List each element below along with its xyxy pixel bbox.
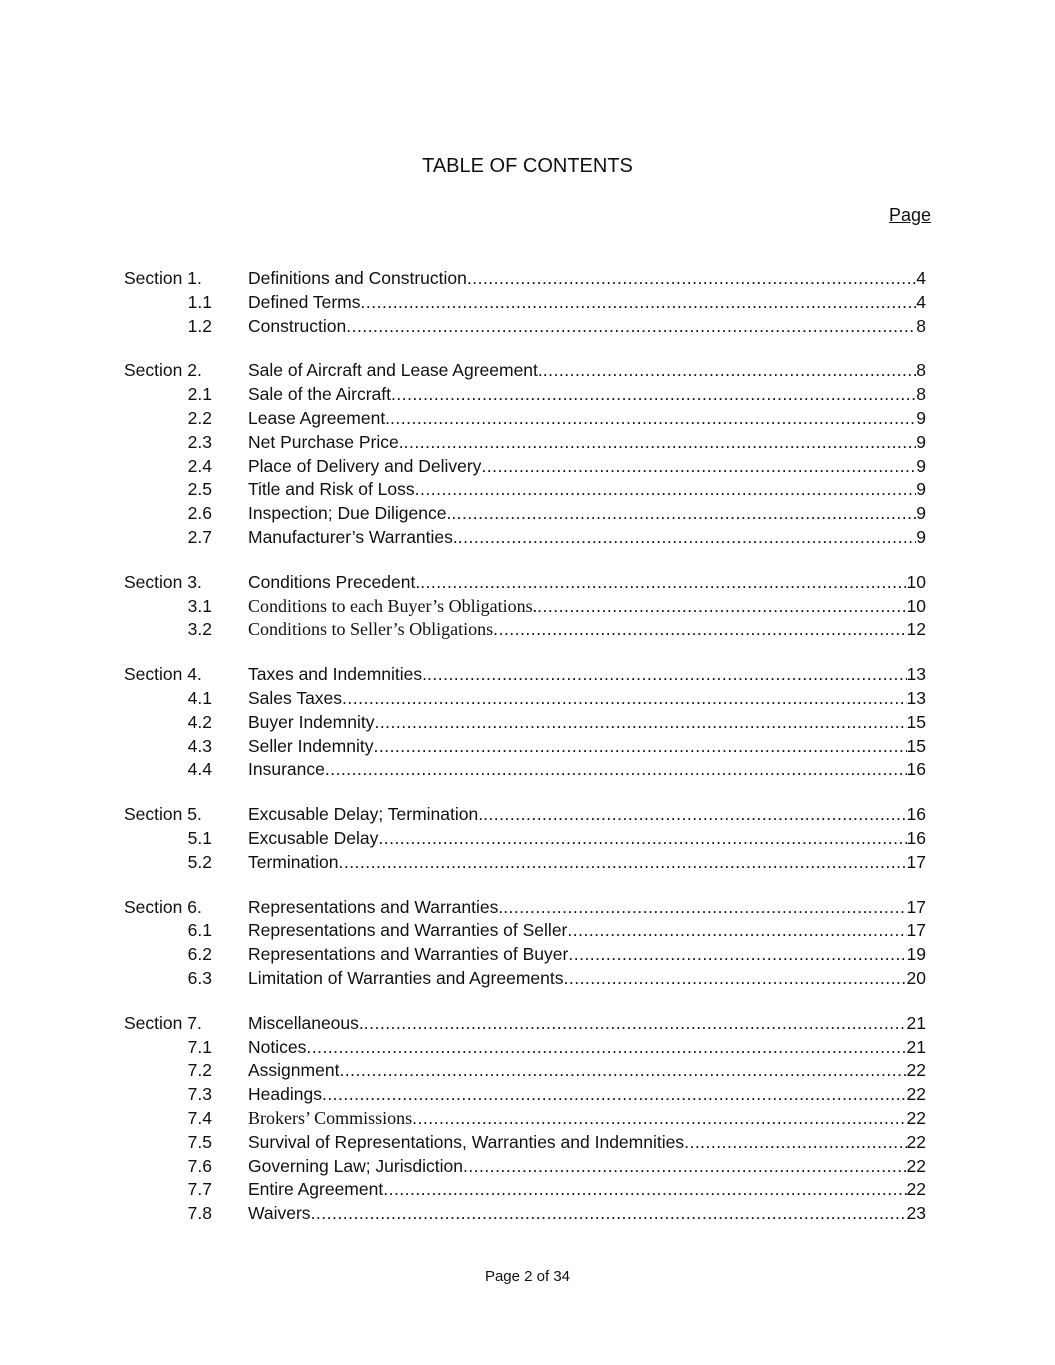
page-number: 8 <box>916 360 926 381</box>
page-number: 9 <box>916 503 926 524</box>
toc-section-entry[interactable] <box>124 664 926 688</box>
subsection-number: 6.2 <box>187 944 212 965</box>
toc-subsection-entry[interactable] <box>124 712 926 736</box>
subsection-number: 1.1 <box>187 291 212 312</box>
subsection-number: 4.3 <box>187 735 212 756</box>
subsection-title: Excusable Delay <box>248 827 379 848</box>
subsection-title: Inspection; Due Diligence. <box>248 503 452 524</box>
dot-leader <box>325 759 907 780</box>
dot-leader <box>322 1084 907 1105</box>
dot-leader <box>374 712 906 733</box>
subsection-title: Waivers <box>248 1203 311 1224</box>
subsection-title: Governing Law; Jurisdiction <box>248 1155 463 1176</box>
dot-leader <box>391 384 916 405</box>
toc-section-block <box>124 664 926 783</box>
subsection-number: 7.7 <box>187 1179 212 1200</box>
toc-section-block <box>124 572 926 643</box>
subsection-title: Place of Delivery and Delivery <box>248 455 482 476</box>
subsection-number: 4.4 <box>187 759 212 780</box>
subsection-number: 5.1 <box>187 827 212 848</box>
subsection-title: Sale of the Aircraft <box>248 384 391 405</box>
subsection-title: Conditions to Seller’s Obligations <box>248 619 494 640</box>
section-number: Section 7. <box>124 1012 202 1033</box>
toc-section-block <box>124 268 926 339</box>
section-number: Section 2. <box>124 360 202 381</box>
page-number: 16 <box>906 827 926 848</box>
page-column-header: Page <box>888 205 931 225</box>
dot-leader <box>451 503 916 524</box>
subsection-number: 2.4 <box>187 455 212 476</box>
page-number: 9 <box>916 431 926 452</box>
section-title: Definitions and Construction <box>248 268 467 288</box>
subsection-title: Termination <box>248 851 339 872</box>
page-number: 9 <box>916 526 926 547</box>
section-number: Section 3. <box>124 571 202 592</box>
subsection-title: Limitation of Warranties and Agreements <box>248 967 564 988</box>
subsection-number: 6.3 <box>187 967 212 988</box>
toc-subsection-entry[interactable] <box>124 479 926 503</box>
page-number: 21 <box>906 1012 926 1033</box>
subsection-title: Notices <box>248 1036 307 1057</box>
dot-leader <box>537 596 906 617</box>
toc-subsection-entry[interactable] <box>124 384 926 408</box>
toc-subsection-entry[interactable] <box>124 1037 926 1061</box>
subsection-title: Entire Agreement <box>248 1179 384 1200</box>
subsection-title: Assignment <box>248 1060 340 1081</box>
page-number: 4 <box>916 268 926 288</box>
dot-leader <box>567 920 906 941</box>
page-number: 22 <box>906 1107 926 1128</box>
toc-subsection-entry[interactable] <box>124 1108 926 1132</box>
toc-subsection-entry[interactable] <box>124 1084 926 1108</box>
section-title: Sale of Aircraft and Lease Agreement. <box>248 360 543 381</box>
document-title: TABLE OF CONTENTS <box>422 155 633 177</box>
dot-leader <box>361 292 917 313</box>
dot-leader <box>563 968 906 989</box>
dot-leader <box>404 432 917 453</box>
page-number: 17 <box>906 896 926 917</box>
page-number: 4 <box>916 291 926 312</box>
page-number: 21 <box>906 1036 926 1057</box>
toc-subsection-entry[interactable] <box>124 920 926 944</box>
subsection-number: 7.5 <box>187 1131 212 1152</box>
dot-leader <box>483 804 906 825</box>
toc-subsection-entry[interactable] <box>124 408 926 432</box>
subsection-number: 2.2 <box>187 407 212 428</box>
subsection-number: 7.3 <box>187 1084 212 1105</box>
subsection-title: Manufacturer’s Warranties. <box>248 526 458 547</box>
toc-subsection-entry[interactable] <box>124 736 926 760</box>
page-number: 15 <box>906 711 926 732</box>
subsection-number: 6.1 <box>187 920 212 941</box>
page-number: 22 <box>906 1155 926 1176</box>
dot-leader <box>420 572 906 593</box>
toc-subsection-entry[interactable] <box>124 852 926 876</box>
page-number: 23 <box>906 1203 926 1224</box>
toc-section-entry[interactable] <box>124 572 926 596</box>
toc-section-block <box>124 804 926 875</box>
dot-leader <box>493 619 906 640</box>
page-number: 9 <box>916 407 926 428</box>
page-number: 10 <box>906 571 926 592</box>
subsection-number: 2.7 <box>187 526 212 547</box>
subsection-title: Lease Agreement. <box>248 407 391 428</box>
subsection-number: 2.1 <box>187 384 212 405</box>
page-number: 10 <box>906 595 926 616</box>
subsection-title: Net Purchase Price. <box>248 431 404 452</box>
subsection-number: 2.5 <box>187 479 212 500</box>
section-number: Section 1. <box>124 268 202 288</box>
section-number: Section 6. <box>124 896 202 917</box>
page-number: 15 <box>906 735 926 756</box>
subsection-title: Insurance <box>248 759 325 780</box>
subsection-title: Headings <box>248 1084 322 1105</box>
dot-leader <box>364 1013 907 1034</box>
subsection-number: 3.2 <box>187 619 212 640</box>
subsection-title: Construction <box>248 315 347 336</box>
section-title: Excusable Delay; Termination. <box>248 804 484 825</box>
page-number: 13 <box>906 664 926 685</box>
subsection-number: 4.1 <box>187 687 212 708</box>
section-number: Section 5. <box>124 804 202 825</box>
toc-subsection-entry[interactable] <box>124 1179 926 1203</box>
toc-section-entry[interactable] <box>124 268 926 292</box>
table-of-contents <box>124 268 926 1248</box>
subsection-title: Defined Terms <box>248 291 361 312</box>
subsection-number: 4.2 <box>187 711 212 732</box>
toc-section-entry[interactable] <box>124 897 926 921</box>
page-number: 8 <box>916 384 926 405</box>
toc-subsection-entry[interactable] <box>124 944 926 968</box>
subsection-number: 7.2 <box>187 1060 212 1081</box>
section-title: Miscellaneous. <box>248 1012 364 1033</box>
subsection-number: 7.8 <box>187 1203 212 1224</box>
dot-leader <box>543 360 917 381</box>
subsection-title: Buyer Indemnity <box>248 711 375 732</box>
subsection-title: Sales Taxes <box>248 687 343 708</box>
subsection-title: Representations and Warranties of Buyer <box>248 944 569 965</box>
dot-leader <box>342 688 906 709</box>
subsection-title: Brokers’ Commissions <box>248 1107 413 1128</box>
page-footer: Page 2 of 34 <box>484 1268 571 1285</box>
subsection-number: 7.1 <box>187 1036 212 1057</box>
subsection-number: 7.4 <box>187 1107 212 1128</box>
dot-leader <box>481 456 916 477</box>
subsection-title: Survival of Representations, Warranties and Indemnities <box>248 1131 685 1152</box>
toc-section-block <box>124 897 926 992</box>
section-title: Taxes and Indemnities. <box>248 664 427 685</box>
toc-section-entry[interactable] <box>124 1013 926 1037</box>
page-number: 13 <box>906 687 926 708</box>
dot-leader <box>311 1203 907 1224</box>
toc-subsection-entry[interactable] <box>124 688 926 712</box>
toc-subsection-entry[interactable] <box>124 1156 926 1180</box>
page-number: 22 <box>906 1060 926 1081</box>
page-number: 19 <box>906 944 926 965</box>
subsection-number: 3.1 <box>187 595 212 616</box>
dot-leader <box>339 1060 906 1081</box>
dot-leader <box>412 1108 906 1129</box>
toc-section-entry[interactable] <box>124 360 926 384</box>
page-number: 9 <box>916 455 926 476</box>
dot-leader <box>467 268 916 289</box>
dot-leader <box>458 527 917 548</box>
toc-subsection-entry[interactable] <box>124 828 926 852</box>
toc-subsection-entry[interactable] <box>124 527 926 551</box>
subsection-number: 2.6 <box>187 503 212 524</box>
page-number: 12 <box>906 619 926 640</box>
subsection-number: 7.6 <box>187 1155 212 1176</box>
toc-subsection-entry[interactable] <box>124 1132 926 1156</box>
subsection-number: 5.2 <box>187 851 212 872</box>
subsection-title: Conditions to each Buyer’s Obligations. <box>248 595 538 616</box>
dot-leader <box>383 1179 906 1200</box>
toc-section-block <box>124 1013 926 1227</box>
dot-leader <box>373 736 906 757</box>
toc-subsection-entry[interactable] <box>124 619 926 643</box>
section-title: Representations and Warranties. <box>248 896 504 917</box>
toc-subsection-entry[interactable] <box>124 292 926 316</box>
page-number: 17 <box>906 851 926 872</box>
page-number: 16 <box>906 759 926 780</box>
subsection-title: Title and Risk of Loss <box>248 479 415 500</box>
subsection-number: 2.3 <box>187 431 212 452</box>
page-number: 22 <box>906 1179 926 1200</box>
page-number: 8 <box>916 315 926 336</box>
dot-leader <box>684 1132 906 1153</box>
toc-subsection-entry[interactable] <box>124 503 926 527</box>
dot-leader <box>463 1156 907 1177</box>
toc-subsection-entry[interactable] <box>124 596 926 620</box>
dot-leader <box>378 828 906 849</box>
page-number: 17 <box>906 920 926 941</box>
toc-subsection-entry[interactable] <box>124 1060 926 1084</box>
toc-section-entry[interactable] <box>124 804 926 828</box>
subsection-number: 1.2 <box>187 315 212 336</box>
dot-leader <box>346 316 916 337</box>
toc-section-block <box>124 360 926 550</box>
toc-subsection-entry[interactable] <box>124 456 926 480</box>
section-title: Conditions Precedent. <box>248 571 421 592</box>
page-number: 22 <box>906 1084 926 1105</box>
toc-subsection-entry[interactable] <box>124 316 926 340</box>
section-number: Section 4. <box>124 664 202 685</box>
page-number: 16 <box>906 804 926 825</box>
dot-leader <box>306 1037 906 1058</box>
dot-leader <box>568 944 906 965</box>
dot-leader <box>415 479 917 500</box>
toc-subsection-entry[interactable] <box>124 968 926 992</box>
toc-subsection-entry[interactable] <box>124 759 926 783</box>
dot-leader <box>338 852 906 873</box>
toc-subsection-entry[interactable] <box>124 1203 926 1227</box>
dot-leader <box>427 664 907 685</box>
toc-subsection-entry[interactable] <box>124 432 926 456</box>
page-number: 20 <box>906 967 926 988</box>
dot-leader <box>390 408 916 429</box>
subsection-title: Representations and Warranties of Seller <box>248 920 568 941</box>
page-number: 9 <box>916 479 926 500</box>
subsection-title: Seller Indemnity <box>248 735 374 756</box>
dot-leader <box>503 897 906 918</box>
page-number: 22 <box>906 1131 926 1152</box>
